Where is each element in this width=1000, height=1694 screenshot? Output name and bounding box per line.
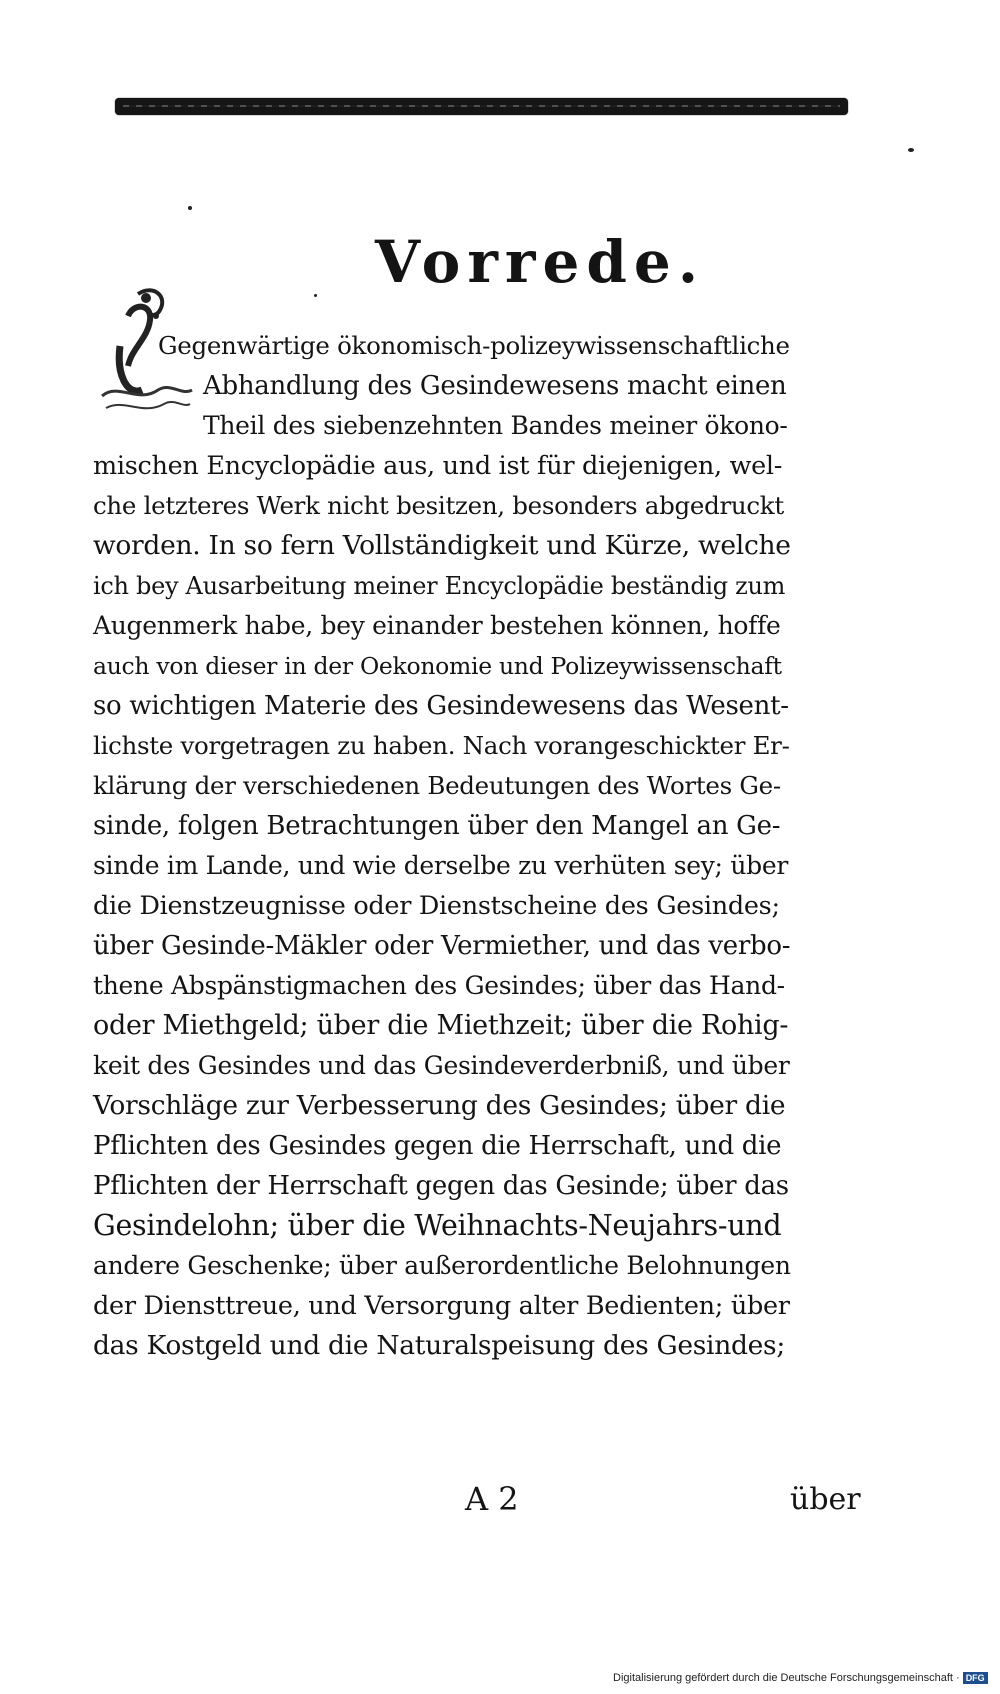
text-line: klärung der verschiedenen Bedeutungen des Wortes Ge- xyxy=(93,771,781,800)
text-line: Abhandlung des Gesindewesens macht einen xyxy=(203,371,787,401)
text-line: sinde im Lande, und wie derselbe zu verhüten sey; über xyxy=(93,851,788,880)
text-line: Gesindelohn; über die Weihnachts-Neujahrs-und xyxy=(93,1209,782,1242)
text-line: sinde, folgen Betrachtungen über den Mangel an Ge- xyxy=(93,811,781,841)
text-line: mischen Encyclopädie aus, und ist für diejenigen, wel- xyxy=(93,451,783,481)
text-line: worden. In so fern Vollständigkeit und Kürze, welche xyxy=(93,530,791,561)
text-line: che letzteres Werk nicht besitzen, besonders abgedruckt xyxy=(93,491,784,520)
text-line: Pflichten des Gesindes gegen die Herrschaft, und die xyxy=(93,1131,782,1161)
text-line: Gegenwärtige ökonomisch-polizeywissenschaftliche xyxy=(158,331,790,360)
text-line: ich bey Ausarbeitung meiner Encyclopädie beständig zum xyxy=(93,572,786,600)
text-line: über Gesinde-Mäkler oder Vermiether, und das verbo- xyxy=(93,931,791,961)
text-line: der Diensttreue, und Versorgung alter Bedienten; über xyxy=(93,1291,790,1321)
text-line: so wichtigen Materie des Gesindewesens das Wesent- xyxy=(93,691,789,721)
text-line: die Dienstzeugnisse oder Dienstscheine des Gesindes; xyxy=(93,891,780,921)
ornamental-rule xyxy=(115,98,848,115)
catchword: über xyxy=(790,1482,861,1517)
text-line: Vorschläge zur Verbesserung des Gesindes; über die xyxy=(93,1090,786,1121)
digitization-credit xyxy=(613,1672,988,1684)
text-line: keit des Gesindes und das Gesindeverderbniß, und über xyxy=(93,1051,790,1080)
text-line: oder Miethgeld; über die Miethzeit; über die Rohig- xyxy=(93,1010,789,1041)
text-line: andere Geschenke; über außerordentliche Belohnungen xyxy=(93,1251,791,1280)
dfg-logo: DFG xyxy=(963,1672,988,1684)
text-line: lichste vorgetragen zu haben. Nach vorangeschickter Er- xyxy=(93,731,790,760)
ink-speck xyxy=(188,206,192,210)
text-line: auch von dieser in der Oekonomie und Polizeywissenschaft xyxy=(93,652,782,680)
ink-speck xyxy=(908,148,914,152)
credit-text: Digitalisierung gefördert durch die Deutsche Forschungsgemeinschaft · xyxy=(613,1672,960,1684)
text-line: thene Abspänstigmachen des Gesindes; über das Hand- xyxy=(93,971,785,1000)
page-heading: Vorrede. xyxy=(374,228,706,296)
signature-mark: A 2 xyxy=(465,1480,519,1518)
text-line: das Kostgeld und die Naturalspeisung des Gesindes; xyxy=(93,1330,785,1361)
text-line: Pflichten der Herrschaft gegen das Gesinde; über das xyxy=(93,1171,789,1201)
text-line: Augenmerk habe, bey einander bestehen können, hoffe xyxy=(93,611,781,640)
text-line: Theil des siebenzehnten Bandes meiner ökono- xyxy=(203,411,788,440)
